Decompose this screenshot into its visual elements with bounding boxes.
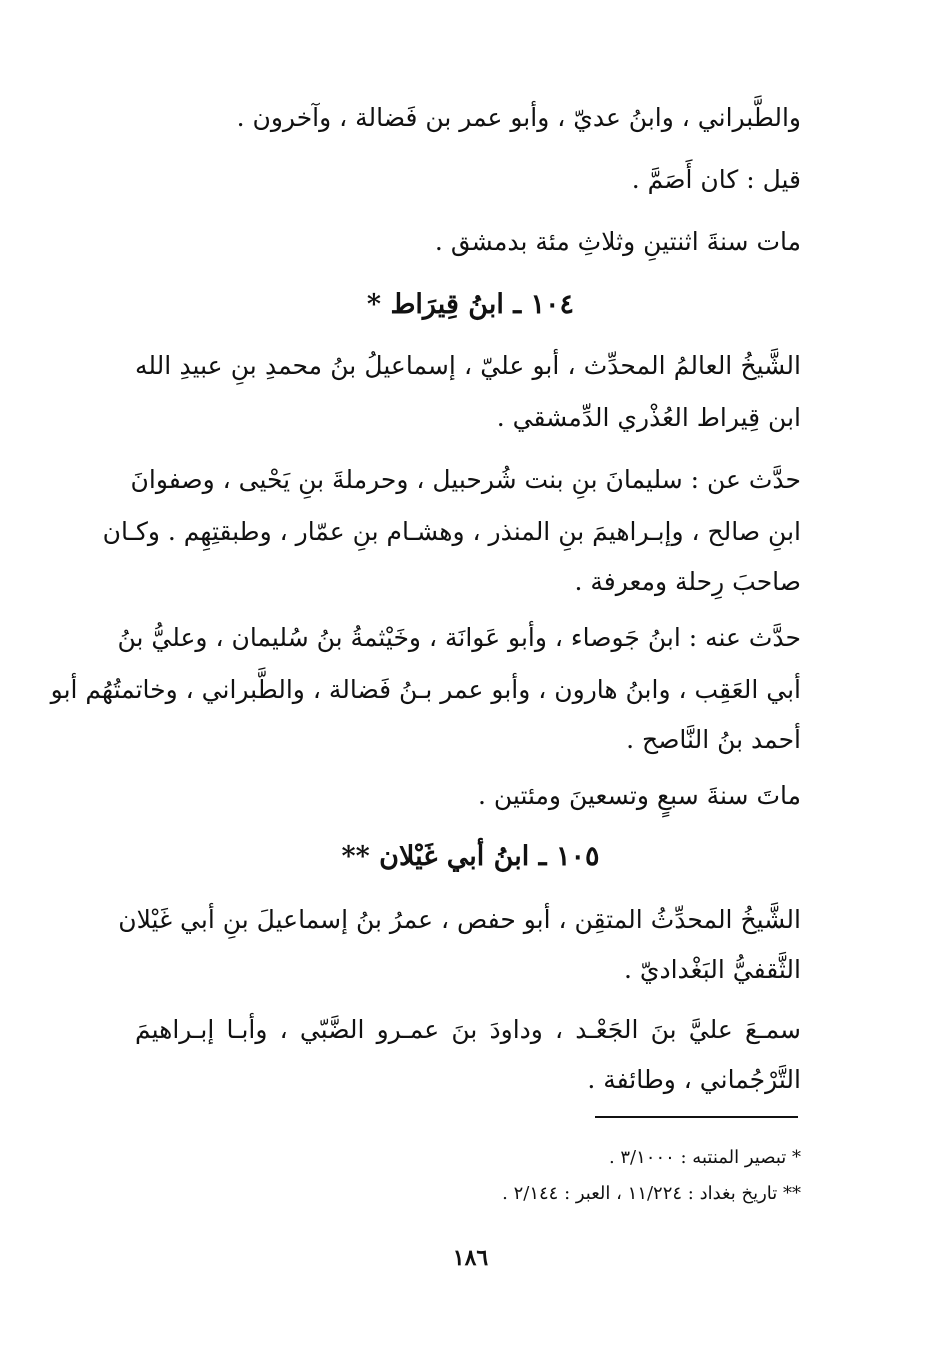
text-line: ماتَ سنةَ سبعٍ وتسعينَ ومئتين . <box>477 781 801 810</box>
text-line: حدَّث عن : سليمانَ بنِ بنت شُرحبيل ، وحرملةَ بنِ يَحْيى ، وصفوانَ <box>130 465 801 494</box>
text-line: ابن قِيراط العُذْري الدِّمشقي . <box>496 403 801 432</box>
text-line: الثَّقفيُّ البَغْداديّ . <box>623 955 801 984</box>
text-line: صاحبَ رِحلة ومعرفة . <box>574 567 801 596</box>
page-number: ١٨٦ <box>452 1245 489 1271</box>
text-line: قيل : كان أَصَمَّ . <box>631 165 801 194</box>
footnote-divider <box>595 1116 798 1118</box>
text-line: ابنِ صالح ، وإبـراهيمَ بنِ المنذر ، وهشـام بنِ عمّار ، وطبقتِهِم . وكـان <box>102 517 801 546</box>
entry-heading-104: ١٠٤ ـ ابنُ قِيرَاط * <box>366 289 575 320</box>
text-line: مات سنةَ اثنتينِ وثلاثِ مئة بدمشق . <box>434 227 801 256</box>
text-line: الشَّيخُ العالمُ المحدِّث ، أبو عليّ ، إسماعيلُ بنُ محمدِ بنِ عبيدِ الله <box>135 351 801 380</box>
text-line: أبي العَقِب ، وابنُ هارون ، وأبو عمر بـنُ فَضالة ، والطَّبراني ، وخاتمتُهُم أبو <box>50 675 801 704</box>
text-line: التَّرْجُماني ، وطائفة . <box>587 1065 801 1094</box>
text-line: أحمد بنُ النَّاصح . <box>626 725 801 754</box>
text-line: سمـعَ عليَّ بنَ الجَعْـد ، وداودَ بنَ عمـرو الضَّبّي ، وأبـا إبـراهيمَ <box>135 1015 801 1044</box>
footnote: ** تاريخ بغداد : ١١/٢٢٤ ، العبر : ٢/١٤٤ . <box>502 1183 801 1204</box>
footnote: * تبصير المنتبه : ٣/١٠٠٠ . <box>608 1147 801 1168</box>
text-line: حدَّث عنه : ابنُ جَوصاء ، وأبو عَوانَة ، وخَيْثمةُ بنُ سُليمان ، وعليُّ بنُ <box>117 623 801 652</box>
text-line: الشَّيخُ المحدِّثُ المتقِن ، أبو حفص ، عمرُ بنُ إسماعيلَ بنِ أبي غَيْلان <box>118 905 801 934</box>
entry-heading-105: ١٠٥ ـ ابنُ أبي غَيْلان ** <box>341 841 600 872</box>
text-line: والطَّبراني ، وابنُ عديّ ، وأبو عمر بن فَضالة ، وآخرون . <box>236 103 801 132</box>
